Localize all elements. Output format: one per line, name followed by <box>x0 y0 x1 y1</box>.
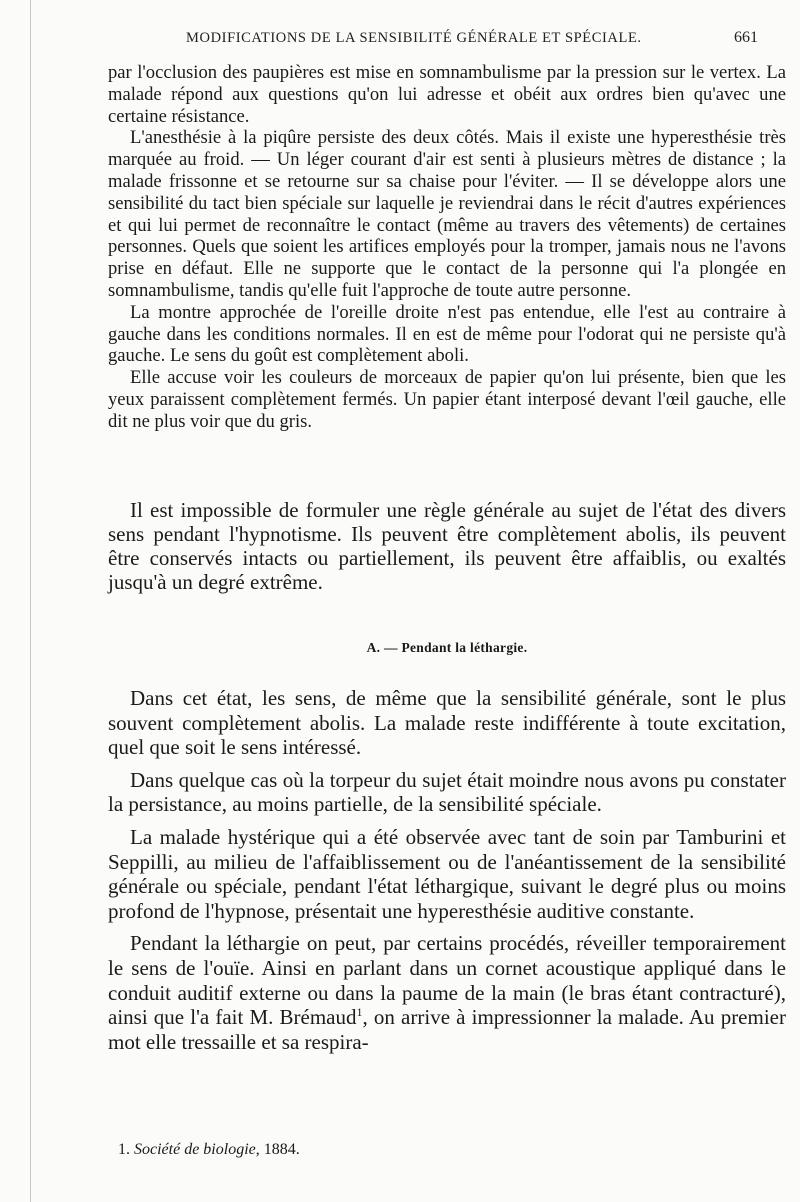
paragraph: La malade hystérique qui a été observée avec tant de soin par Tamburini et Seppilli, au milieu de l'affaiblissement ou de l'anéantissement de la sensibilité générale ou spéciale, pendant l'état léthargique, suivant le degré plus ou moins profond de l'hypnose, présentait une hyperesthésie auditive constante. <box>108 824 786 923</box>
footnote-reference: 1 <box>356 1005 363 1020</box>
observation-notes <box>108 62 786 433</box>
footnote <box>118 1140 758 1160</box>
paragraph: Elle accuse voir les couleurs de morceaux de papier qu'on lui présente, bien que les yeux paraissent complètement fermés. Un papier étant interposé devant l'œil gauche, elle dit ne plus voir que du gris. <box>108 367 786 432</box>
paragraph: Il est impossible de formuler une règle générale au sujet de l'état des divers sens pendant l'hypnotisme. Ils peuvent être complètement abolis, ils peuvent être conservés intacts ou partiellement, ils peuvent être affaiblis, ou exaltés jusqu'à un degré extrême. <box>108 498 786 594</box>
footnote-number: 1. <box>118 1141 130 1158</box>
paragraph: Dans quelque cas où la torpeur du sujet était moindre nous avons pu constater la persistance, au moins partielle, de la sensibilité spéciale. <box>108 767 786 817</box>
page-number: 661 <box>734 29 758 46</box>
paragraph-text: Pendant la léthargie on peut, par certains procédés, réveiller temporairement le sens de l'ouïe. Ainsi en parlant dans un cornet acoustique appliqué dans le conduit auditif externe ou dans la paume de la main (le bras étant contracturé), ainsi que l'a fait M. Brémaud <box>108 931 786 1030</box>
footnote-source: Société de biologie <box>134 1141 256 1158</box>
running-title: MODIFICATIONS DE LA SENSIBILITÉ GÉNÉRALE ET SPÉCIALE. <box>186 30 642 46</box>
paragraph-text: , on arrive à impressionner la malade. Au premier mot elle tressaille et sa respira- <box>108 1005 786 1054</box>
section-body <box>108 686 786 1054</box>
paragraph: par l'occlusion des paupières est mise en somnambulisme par la pression sur le vertex. La malade répond aux questions qu'on lui adresse et obéit aux ordres bien qu'avec une certaine résistance. <box>108 62 786 127</box>
intro-text <box>108 498 786 594</box>
paragraph: L'anesthésie à la piqûre persiste des deux côtés. Mais il existe une hyperesthésie très marquée au froid. — Un léger courant d'air est senti à plusieurs mètres de distance ; la malade frissonne et se retourne sur sa chaise pour l'éviter. — Il se développe alors une sensibilité du tact bien spéciale sur laquelle je reviendrai dans le récit d'autres expériences et qui lui permet de reconnaître le contact (même au travers des vêtements) de certaines personnes. Quels que soient les artifices employés pour la tromper, jamais nous ne l'avons prise en défaut. Elle ne supporte que le contact de la personne qui l'a plongée en somnambulisme, tandis qu'elle fuit l'approche de toute autre personne. <box>108 127 786 301</box>
section-heading: A. — Pendant la léthargie. <box>366 640 528 655</box>
paragraph: Dans cet état, les sens, de même que la sensibilité générale, sont le plus souvent complètement abolis. La malade reste indifférente à toute excitation, quel que soit le sens intéressé. <box>108 686 786 760</box>
paragraph: La montre approchée de l'oreille droite n'est pas entendue, elle l'est au contraire à gauche dans les conditions normales. Il en est de même pour l'odorat qui ne persiste qu'à gauche. Le sens du goût est complètement aboli. <box>108 301 786 367</box>
binding-edge <box>30 0 31 1202</box>
footnote-rest: , 1884. <box>255 1141 300 1158</box>
paragraph <box>108 931 786 1054</box>
